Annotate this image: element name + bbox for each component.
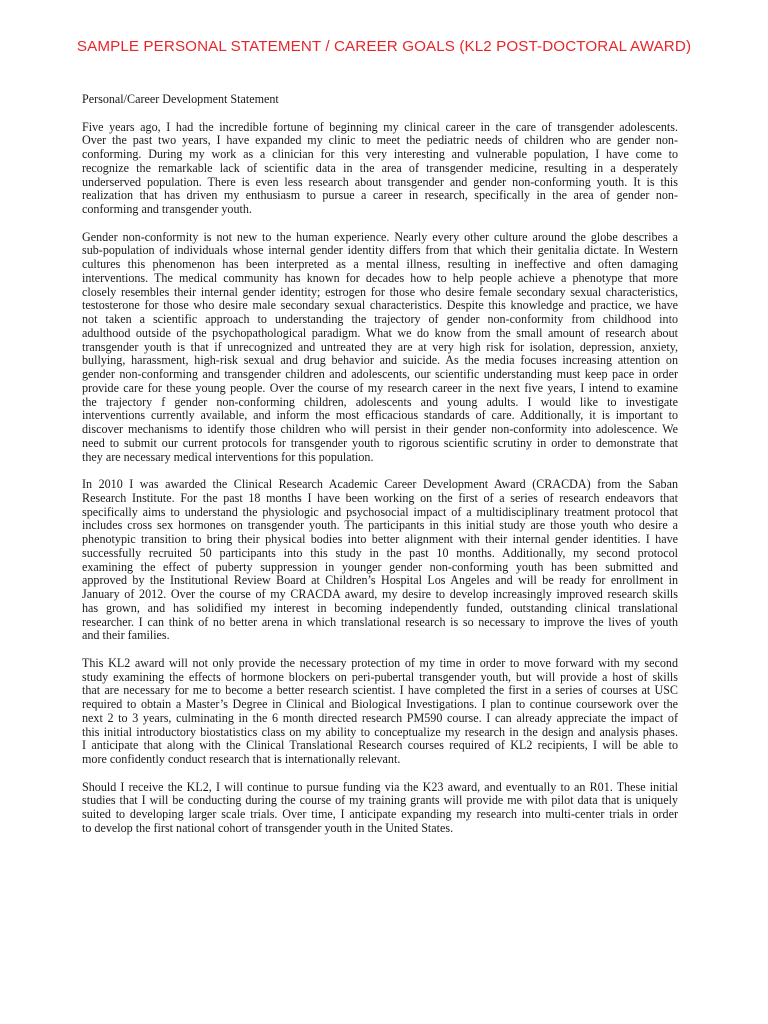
text-line: cultures this phenomenon has been interpreted as a mental illness, resulting in ineffective and often damaging: [82, 257, 678, 271]
text-line: conforming and transgender youth.: [82, 202, 252, 216]
text-line: adulthood outside of the psychopathological paradigm. What we do know from the small amount of research about: [82, 325, 678, 340]
text-line: this initial introductory biostatistics class on my ability to conceptualize my research in the design and analysis phases.: [82, 724, 678, 739]
text-line: researcher. I can think of no better arena in which translational research is so necessary to improve the lives of youth: [82, 614, 678, 629]
text-line: required to obtain a Master’s Degree in Clinical and Biological Investigations. I plan to continue coursework over the: [82, 697, 678, 711]
text-line: suited to developing larger scale trials. Over time, I anticipate expanding my research into multi-center trials in order: [82, 807, 678, 821]
text-line: they are necessary medical interventions for this population.: [82, 449, 374, 464]
paragraph-3: [82, 478, 678, 643]
text-line: recognize the remarkable lack of scientific data in the area of transgender medicine, resulting in a desperately: [82, 160, 678, 175]
text-line: underserved population. There is even less research about transgender and gender non-conforming youth. It is this: [82, 174, 678, 189]
paragraph-4: [82, 657, 678, 767]
text-line: interventions. The medical community has known for decades how to help people achieve a phenotype that more: [82, 270, 678, 285]
text-line: study examining the effects of hormone blockers on peri-pubertal transgender youth, but will provide a host of skills: [82, 669, 678, 684]
text-line: phenotypic transition to bring their physical bodies into better alignment with their internal gender identities. I have: [82, 532, 678, 546]
text-line: testosterone for those who desire male secondary sexual characteristics. Despite this knowledge and practice, we have: [82, 298, 678, 313]
document-title: SAMPLE PERSONAL STATEMENT / CAREER GOALS (KL2 POST-DOCTORAL AWARD): [76, 38, 692, 55]
text-line: Research Institute. For the past 18 months I have been working on the first of a series of research endeavors that: [82, 490, 678, 505]
text-line: Gender non-conformity is not new to the human experience. Nearly every other culture around the globe describes a: [82, 229, 678, 244]
text-line: interventions currently available, and inform the most efficacious standards of care. Additionally, it is important to: [82, 408, 678, 423]
text-line: bullying, harassment, high-risk sexual and drug behavior and suicide. As the media focuses increasing attention on: [82, 353, 678, 368]
text-line: successfully recruited 50 participants into this study in the past 10 months. Additionally, my second protocol: [82, 545, 678, 560]
text-line: studies that I will be conducting during the course of my training grants will provide me with pilot data that is uniquely: [82, 793, 678, 808]
text-line: gender non-conforming and transgender children and adolescents, our scientific understanding must keep pace in order: [82, 367, 678, 381]
text-line: next 2 to 3 years, culminating in the 6 month directed research PM590 course. I can already appreciate the impact of: [82, 710, 678, 725]
text-line: conforming. During my work as a clinician for this very interesting and vulnerable population, I have come to: [82, 147, 678, 161]
text-line: Should I receive the KL2, I will continue to pursue funding via the K23 award, and eventually to an R01. These initial: [82, 779, 678, 794]
text-line: approved by the Institutional Review Board at Children’s Hospital Los Angeles and will be ready for enrollment in: [82, 573, 678, 588]
paragraph-2: [82, 231, 678, 465]
text-line: has grown, and has solidified my interest in becoming independently funded, outstanding clinical translational: [82, 600, 678, 615]
text-line: January of 2012. Over the course of my CRACDA award, my desire to develop increasingly improved research skills: [82, 587, 678, 601]
text-line: sub-population of individuals whose internal gender identity differs from that which their genitalia dictate. In Western: [82, 243, 678, 258]
text-line: to develop the first national cohort of transgender youth in the United States.: [82, 820, 454, 835]
text-line: I anticipate that along with the Clinical Translational Research courses required of KL2 recipients, I will be able to: [82, 738, 678, 753]
text-line: and their families.: [82, 628, 170, 643]
text-line: Five years ago, I had the incredible fortune of beginning my clinical career in the care of transgender adolescents.: [82, 119, 678, 134]
text-line: the trajectory f gender non-conforming children, adolescents and young adults. I would like to investigate: [82, 394, 678, 409]
text-line: This KL2 award will not only provide the necessary protection of my time in order to move forward with my second: [82, 655, 678, 670]
text-line: In 2010 I was awarded the Clinical Research Academic Career Development Award (CRACDA) from the Saban: [82, 477, 678, 491]
text-line: need to submit our current protocols for transgender youth to rigorous scientific scrutiny in order to demonstrate that: [82, 435, 678, 450]
text-line: not taken a scientific approach to understanding the trajectory of gender non-conformity from childhood into: [82, 312, 678, 326]
paragraph-1: [82, 121, 678, 217]
document-body: [82, 93, 678, 849]
text-line: that are necessary for me to become a better research scientist. I have completed the first in a series of courses at USC: [82, 683, 678, 698]
text-line: realization that has driven my enthusiasm to pursue a career in research, specifically in the area of gender non-: [82, 188, 678, 203]
paragraph-5: [82, 781, 678, 836]
text-line: more confidently conduct research that is internationally relevant.: [82, 752, 401, 766]
text-line: specifically aims to understand the physiologic and psychosocial impact of a multidisciplinary treatment protocol that: [82, 504, 678, 519]
text-line: includes cross sex hormones on transgender youth. The participants in this initial study are those youth who desire a: [82, 518, 678, 533]
text-line: examining the effect of puberty suppression in younger gender non-conforming youth has been submitted and: [82, 559, 678, 574]
text-line: closely resembles their internal gender identity; estrogen for those who desire female secondary sexual characteristics,: [82, 284, 678, 299]
text-line: Over the past two years, I have expanded my clinic to meet the pediatric needs of children who are gender non-: [82, 133, 678, 148]
section-heading: Personal/Career Development Statement: [82, 92, 279, 106]
text-line: provide care for these young people. Over the course of my research career in the next five years, I intend to examine: [82, 380, 678, 395]
text-line: discover mechanisms to identify those children who will persist in their gender non-conformity into adolescence. We: [82, 422, 678, 436]
text-line: transgender youth is that if unrecognized and untreated they are at very high risk for isolation, depression, anxiety,: [82, 339, 678, 354]
